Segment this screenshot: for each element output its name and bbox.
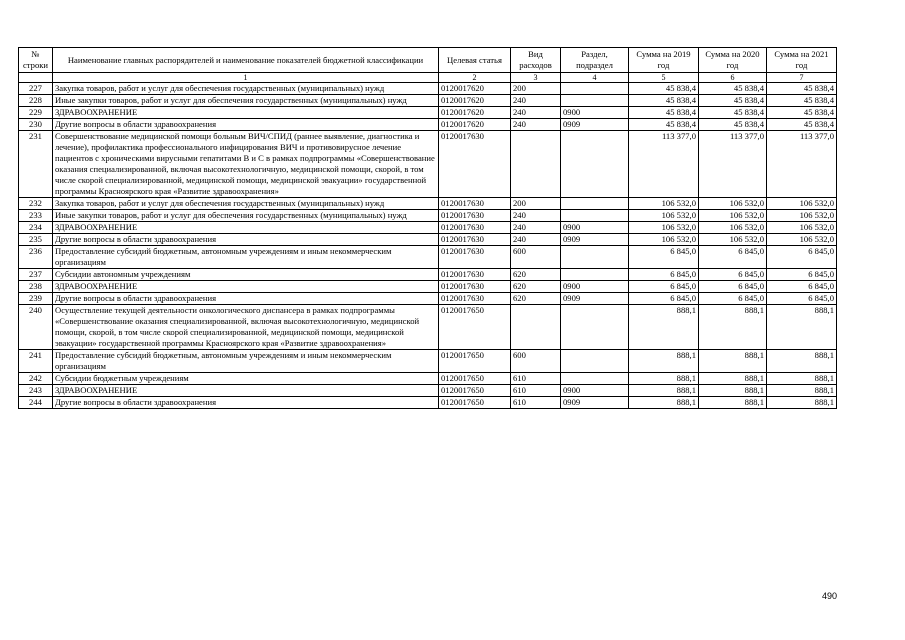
sum-2019-cell: 888,1 xyxy=(629,373,699,385)
expense-type-cell: 240 xyxy=(511,119,561,131)
page-number: 490 xyxy=(822,591,838,601)
column-number: 4 xyxy=(561,73,629,83)
expense-type-cell: 240 xyxy=(511,222,561,234)
row-name-cell: Закупка товаров, работ и услуг для обеспечения государственных (муниципальных) нужд xyxy=(53,83,439,95)
table-row xyxy=(19,281,837,293)
row-name-cell: ЗДРАВООХРАНЕНИЕ xyxy=(53,222,439,234)
row-number-cell: 239 xyxy=(19,293,53,305)
expense-type-cell: 200 xyxy=(511,198,561,210)
target-article-cell: 0120017630 xyxy=(439,281,511,293)
section-cell xyxy=(561,131,629,198)
sum-2019-cell: 888,1 xyxy=(629,397,699,409)
row-name-cell: Субсидии автономным учреждениям xyxy=(53,269,439,281)
table-row xyxy=(19,350,837,373)
header-row xyxy=(19,48,837,73)
expense-type-cell: 600 xyxy=(511,246,561,269)
expense-type-cell: 610 xyxy=(511,397,561,409)
expense-type-cell: 610 xyxy=(511,373,561,385)
target-article-cell: 0120017630 xyxy=(439,269,511,281)
sum-2020-cell: 45 838,4 xyxy=(699,119,767,131)
sum-2019-cell: 888,1 xyxy=(629,305,699,350)
expense-type-cell: 200 xyxy=(511,83,561,95)
column-number: 6 xyxy=(699,73,767,83)
table-row xyxy=(19,397,837,409)
sum-2020-cell: 888,1 xyxy=(699,397,767,409)
row-name-cell: Закупка товаров, работ и услуг для обеспечения государственных (муниципальных) нужд xyxy=(53,198,439,210)
row-name-cell: Другие вопросы в области здравоохранения xyxy=(53,119,439,131)
sum-2021-cell: 45 838,4 xyxy=(767,83,837,95)
sum-2021-cell: 45 838,4 xyxy=(767,119,837,131)
table-row xyxy=(19,234,837,246)
row-name-cell: Иные закупки товаров, работ и услуг для обеспечения государственных (муниципальных) нужд xyxy=(53,95,439,107)
sum-2019-cell: 45 838,4 xyxy=(629,95,699,107)
sum-2020-cell: 6 845,0 xyxy=(699,293,767,305)
sum-2021-cell: 106 532,0 xyxy=(767,198,837,210)
row-number-cell: 227 xyxy=(19,83,53,95)
target-article-cell: 0120017630 xyxy=(439,234,511,246)
sum-2020-cell: 888,1 xyxy=(699,305,767,350)
sum-2019-cell: 113 377,0 xyxy=(629,131,699,198)
sum-2021-cell: 45 838,4 xyxy=(767,95,837,107)
column-number: 7 xyxy=(767,73,837,83)
row-name-cell: Иные закупки товаров, работ и услуг для обеспечения государственных (муниципальных) нужд xyxy=(53,210,439,222)
sum-2020-cell: 106 532,0 xyxy=(699,198,767,210)
row-name-cell: Предоставление субсидий бюджетным, автономным учреждениям и иным некоммерческим организациям xyxy=(53,350,439,373)
target-article-cell: 0120017650 xyxy=(439,385,511,397)
sum-2019-cell: 106 532,0 xyxy=(629,198,699,210)
sum-2019-cell: 888,1 xyxy=(629,350,699,373)
row-name-cell: ЗДРАВООХРАНЕНИЕ xyxy=(53,107,439,119)
sum-2021-cell: 888,1 xyxy=(767,373,837,385)
table-row xyxy=(19,119,837,131)
column-number: 3 xyxy=(511,73,561,83)
row-number-cell: 238 xyxy=(19,281,53,293)
sum-2021-cell: 888,1 xyxy=(767,385,837,397)
section-cell: 0900 xyxy=(561,385,629,397)
sum-2019-cell: 106 532,0 xyxy=(629,210,699,222)
table-row xyxy=(19,83,837,95)
sum-2020-cell: 113 377,0 xyxy=(699,131,767,198)
expense-type-cell: 620 xyxy=(511,269,561,281)
target-article-cell: 0120017620 xyxy=(439,83,511,95)
header-sum-2019: Сумма на 2019 год xyxy=(629,48,699,73)
sum-2021-cell: 106 532,0 xyxy=(767,222,837,234)
sum-2021-cell: 6 845,0 xyxy=(767,269,837,281)
target-article-cell: 0120017620 xyxy=(439,107,511,119)
expense-type-cell: 600 xyxy=(511,350,561,373)
table-row xyxy=(19,222,837,234)
target-article-cell: 0120017630 xyxy=(439,246,511,269)
row-name-cell: Другие вопросы в области здравоохранения xyxy=(53,234,439,246)
table-row xyxy=(19,385,837,397)
sum-2020-cell: 45 838,4 xyxy=(699,83,767,95)
target-article-cell: 0120017630 xyxy=(439,198,511,210)
sum-2021-cell: 6 845,0 xyxy=(767,281,837,293)
table-row xyxy=(19,210,837,222)
sum-2019-cell: 45 838,4 xyxy=(629,119,699,131)
row-name-cell: Субсидии бюджетным учреждениям xyxy=(53,373,439,385)
table-row xyxy=(19,131,837,198)
sum-2021-cell: 113 377,0 xyxy=(767,131,837,198)
row-name-cell: ЗДРАВООХРАНЕНИЕ xyxy=(53,385,439,397)
section-cell: 0900 xyxy=(561,281,629,293)
sum-2019-cell: 45 838,4 xyxy=(629,107,699,119)
row-number-cell: 230 xyxy=(19,119,53,131)
column-number-row xyxy=(19,73,837,83)
row-number-cell: 237 xyxy=(19,269,53,281)
row-name-cell: Осуществление текущей деятельности онкологического диспансера в рамках подпрограммы «Совершенствование оказания специализированной, включая высокотехнологичную, медицинской помощи, скорой, в том числе скорой специализированной, медицинской помощи, медицинской эвакуации» государственной программы Красноярского края «Развитие здравоохранения» xyxy=(53,305,439,350)
header-section: Раздел, подраздел xyxy=(561,48,629,73)
sum-2021-cell: 6 845,0 xyxy=(767,246,837,269)
sum-2020-cell: 106 532,0 xyxy=(699,210,767,222)
section-cell: 0900 xyxy=(561,222,629,234)
row-name-cell: Предоставление субсидий бюджетным, автономным учреждениям и иным некоммерческим организациям xyxy=(53,246,439,269)
row-number-cell: 241 xyxy=(19,350,53,373)
column-number: 2 xyxy=(439,73,511,83)
row-name-cell: Другие вопросы в области здравоохранения xyxy=(53,293,439,305)
sum-2019-cell: 6 845,0 xyxy=(629,269,699,281)
expense-type-cell xyxy=(511,131,561,198)
row-number-cell: 233 xyxy=(19,210,53,222)
sum-2019-cell: 6 845,0 xyxy=(629,281,699,293)
sum-2021-cell: 45 838,4 xyxy=(767,107,837,119)
target-article-cell: 0120017630 xyxy=(439,222,511,234)
table-body xyxy=(19,83,837,409)
sum-2019-cell: 106 532,0 xyxy=(629,222,699,234)
expense-type-cell: 240 xyxy=(511,95,561,107)
row-name-cell: ЗДРАВООХРАНЕНИЕ xyxy=(53,281,439,293)
table-row xyxy=(19,293,837,305)
sum-2020-cell: 6 845,0 xyxy=(699,246,767,269)
expense-type-cell: 240 xyxy=(511,210,561,222)
sum-2020-cell: 888,1 xyxy=(699,373,767,385)
section-cell xyxy=(561,350,629,373)
row-number-cell: 244 xyxy=(19,397,53,409)
expense-type-cell: 620 xyxy=(511,281,561,293)
target-article-cell: 0120017650 xyxy=(439,397,511,409)
sum-2020-cell: 45 838,4 xyxy=(699,95,767,107)
sum-2020-cell: 6 845,0 xyxy=(699,281,767,293)
header-sum-2020: Сумма на 2020 год xyxy=(699,48,767,73)
sum-2020-cell: 106 532,0 xyxy=(699,234,767,246)
expense-type-cell: 240 xyxy=(511,107,561,119)
sum-2019-cell: 6 845,0 xyxy=(629,246,699,269)
section-cell xyxy=(561,305,629,350)
header-name: Наименование главных распорядителей и наименование показателей бюджетной классификации xyxy=(53,48,439,73)
column-number: 1 xyxy=(53,73,439,83)
header-target: Целевая статья xyxy=(439,48,511,73)
sum-2020-cell: 888,1 xyxy=(699,385,767,397)
expense-type-cell: 240 xyxy=(511,234,561,246)
header-sum-2021: Сумма на 2021 год xyxy=(767,48,837,73)
table-row xyxy=(19,107,837,119)
row-number-cell: 228 xyxy=(19,95,53,107)
row-number-cell: 242 xyxy=(19,373,53,385)
section-cell xyxy=(561,246,629,269)
column-number: 5 xyxy=(629,73,699,83)
row-number-cell: 235 xyxy=(19,234,53,246)
row-number-cell: 232 xyxy=(19,198,53,210)
table-row xyxy=(19,95,837,107)
section-cell xyxy=(561,210,629,222)
row-number-cell: 236 xyxy=(19,246,53,269)
sum-2021-cell: 6 845,0 xyxy=(767,293,837,305)
section-cell: 0909 xyxy=(561,234,629,246)
expense-type-cell: 610 xyxy=(511,385,561,397)
sum-2021-cell: 106 532,0 xyxy=(767,234,837,246)
sum-2019-cell: 45 838,4 xyxy=(629,83,699,95)
row-number-cell: 231 xyxy=(19,131,53,198)
sum-2021-cell: 888,1 xyxy=(767,305,837,350)
target-article-cell: 0120017630 xyxy=(439,293,511,305)
sum-2020-cell: 888,1 xyxy=(699,350,767,373)
row-name-cell: Совершенствование медицинской помощи больным ВИЧ/СПИД (раннее выявление, диагностика и лечение), профилактика профессионального инфицирования ВИЧ и противовирусное лечение пациентов с хроническими вирусными гепатитами В и С в рамках подпрограммы «Совершенствование оказания специализированной, включая высокотехнологичную, медицинской помощи, скорой, в том числе скорой специализированной, медицинской помощи, медицинской эвакуации» государственной программы Красноярского края «Развитие здравоохранения» xyxy=(53,131,439,198)
target-article-cell: 0120017630 xyxy=(439,131,511,198)
header-row-no: № строки xyxy=(19,48,53,73)
sum-2019-cell: 888,1 xyxy=(629,385,699,397)
expense-type-cell xyxy=(511,305,561,350)
table-row xyxy=(19,269,837,281)
target-article-cell: 0120017650 xyxy=(439,350,511,373)
section-cell xyxy=(561,95,629,107)
table-row xyxy=(19,198,837,210)
target-article-cell: 0120017620 xyxy=(439,95,511,107)
section-cell xyxy=(561,83,629,95)
row-name-cell: Другие вопросы в области здравоохранения xyxy=(53,397,439,409)
sum-2021-cell: 888,1 xyxy=(767,397,837,409)
table-row xyxy=(19,373,837,385)
section-cell: 0909 xyxy=(561,119,629,131)
target-article-cell: 0120017650 xyxy=(439,305,511,350)
sum-2020-cell: 6 845,0 xyxy=(699,269,767,281)
sum-2021-cell: 888,1 xyxy=(767,350,837,373)
row-number-cell: 229 xyxy=(19,107,53,119)
target-article-cell: 0120017630 xyxy=(439,210,511,222)
table-row xyxy=(19,305,837,350)
sum-2019-cell: 106 532,0 xyxy=(629,234,699,246)
sum-2021-cell: 106 532,0 xyxy=(767,210,837,222)
section-cell: 0900 xyxy=(561,107,629,119)
table-row xyxy=(19,246,837,269)
target-article-cell: 0120017650 xyxy=(439,373,511,385)
sum-2019-cell: 6 845,0 xyxy=(629,293,699,305)
column-number xyxy=(19,73,53,83)
section-cell xyxy=(561,198,629,210)
section-cell xyxy=(561,269,629,281)
row-number-cell: 240 xyxy=(19,305,53,350)
expense-type-cell: 620 xyxy=(511,293,561,305)
header-expense-type: Вид расходов xyxy=(511,48,561,73)
sum-2020-cell: 106 532,0 xyxy=(699,222,767,234)
section-cell: 0909 xyxy=(561,397,629,409)
row-number-cell: 243 xyxy=(19,385,53,397)
sum-2020-cell: 45 838,4 xyxy=(699,107,767,119)
section-cell: 0909 xyxy=(561,293,629,305)
row-number-cell: 234 xyxy=(19,222,53,234)
target-article-cell: 0120017620 xyxy=(439,119,511,131)
budget-table xyxy=(18,47,837,409)
section-cell xyxy=(561,373,629,385)
